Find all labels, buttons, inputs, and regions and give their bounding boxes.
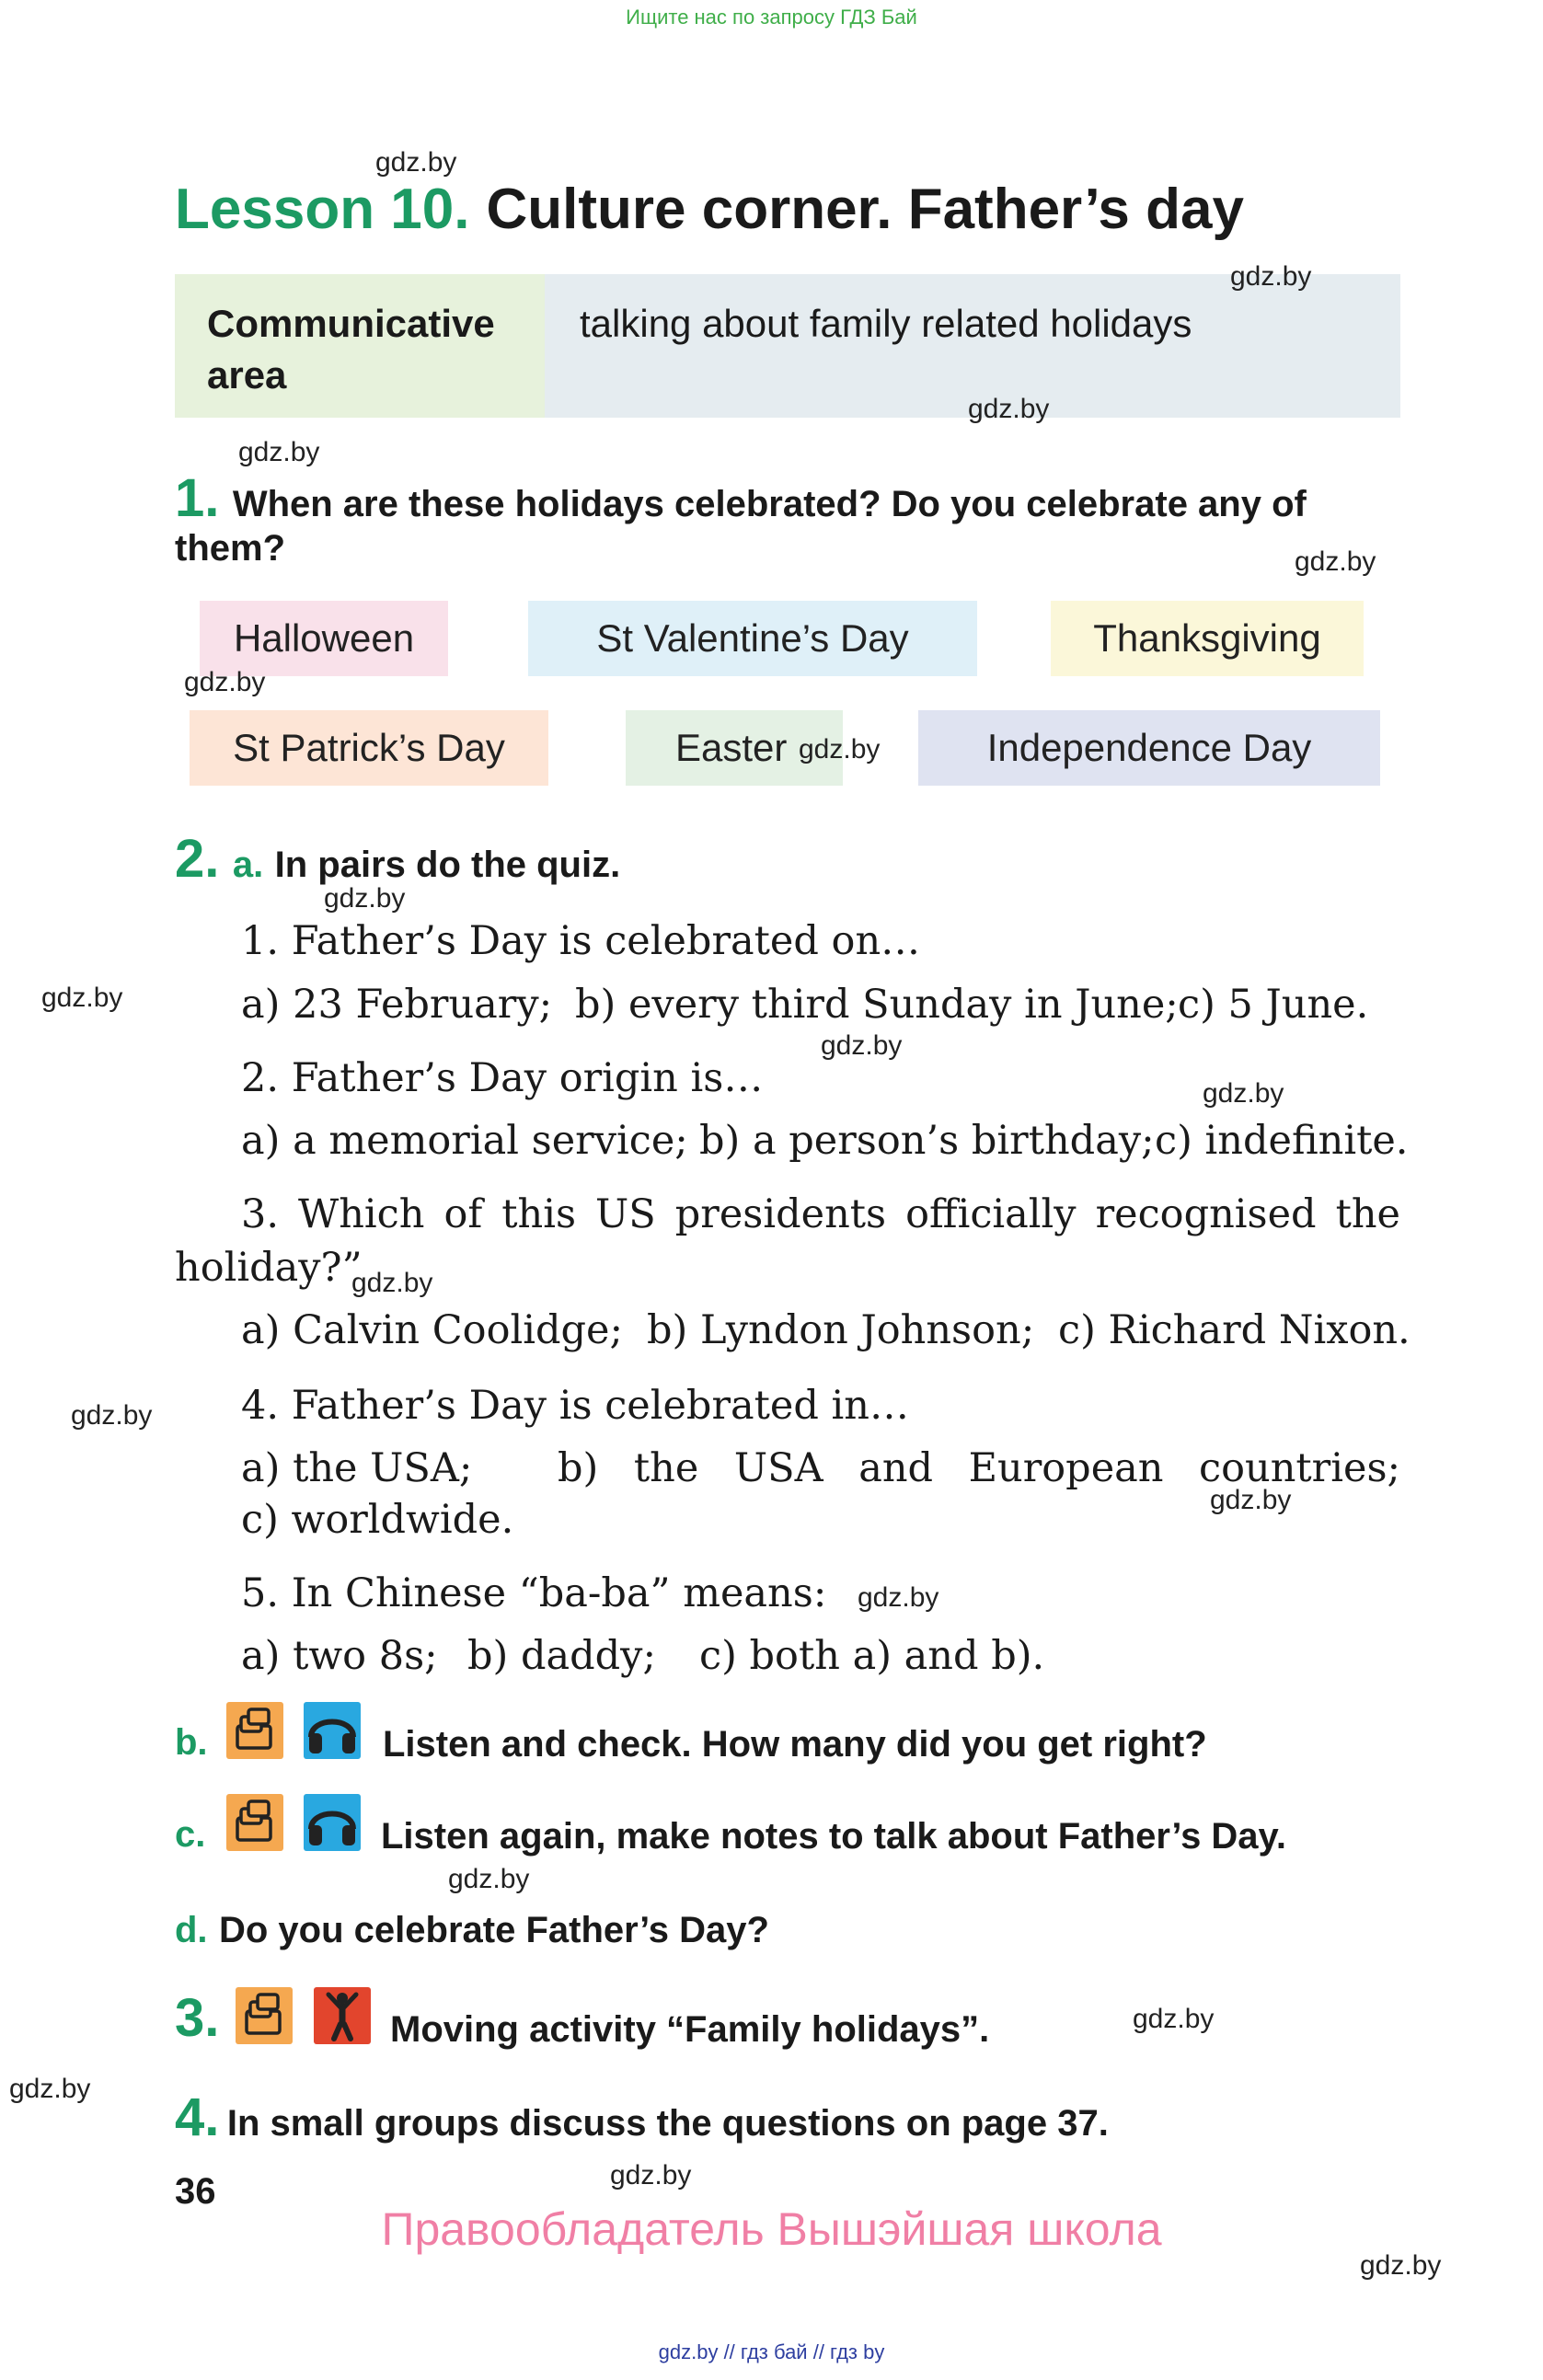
- quiz-q4-option-c: c) worldwide.: [241, 1497, 514, 1543]
- watermark: gdz.by: [1203, 1078, 1284, 1109]
- watermark: gdz.by: [799, 734, 881, 765]
- exercise-3-text: Moving activity “Family holidays”.: [390, 2009, 990, 2050]
- holiday-tag-st-patricks-day: St Patrick’s Day: [190, 710, 548, 786]
- quiz-q3-option-a: a) Calvin Coolidge;: [241, 1307, 623, 1353]
- quiz-q3-option-c: c) Richard Nixon.: [1058, 1307, 1411, 1353]
- watermark: gdz.by: [184, 667, 266, 697]
- exercise-1-line1: [175, 467, 1307, 529]
- quiz-q1-option-b: b) every third Sunday in June;: [575, 982, 1179, 1028]
- headphones-icon[interactable]: [304, 1702, 361, 1759]
- watermark: gdz.by: [71, 1400, 153, 1431]
- quiz-q4-option-b: b) the USA and European countries;: [558, 1445, 1400, 1491]
- exercise-2c-text: Listen again, make notes to talk about Father’s Day.: [381, 1816, 1286, 1857]
- watermark: gdz.by: [858, 1582, 939, 1613]
- lesson-number: Lesson 10.: [175, 178, 470, 241]
- exercise-2a-text: In pairs do the quiz.: [274, 845, 621, 885]
- quiz-q1-option-a: a) 23 February;: [241, 982, 553, 1028]
- quiz-question-4: 4. Father’s Day is celebrated in…: [241, 1383, 910, 1429]
- exercise-4-text: In small groups discuss the questions on page 37.: [226, 2103, 1109, 2144]
- communicative-area-box: [175, 274, 1400, 418]
- page-number: 36: [175, 2171, 216, 2212]
- watermark: gdz.by: [1133, 2004, 1215, 2034]
- quiz-q1-option-c: c) 5 June.: [1178, 982, 1369, 1028]
- watermark: gdz.by: [1360, 2250, 1442, 2281]
- communicative-area-text: talking about family related holidays: [580, 302, 1192, 345]
- quiz-question-2: 2. Father’s Day origin is…: [241, 1055, 764, 1101]
- holiday-tag-easter: Easter: [626, 710, 843, 786]
- lesson-name: Culture corner. Father’s day: [486, 178, 1244, 241]
- watermark: gdz.by: [324, 883, 406, 914]
- quiz-q2-option-b: b) a person’s birthday;: [699, 1118, 1155, 1164]
- watermark: gdz.by: [1210, 1485, 1292, 1515]
- watermark: gdz.by: [821, 1030, 903, 1061]
- exercise-4: [175, 2087, 1109, 2148]
- lesson-title: [175, 177, 1244, 242]
- watermark: gdz.by: [41, 983, 123, 1013]
- exercise-2d-letter: d.: [175, 1910, 208, 1950]
- quiz-q4-option-a: a) the USA;: [241, 1445, 473, 1491]
- headphones-icon[interactable]: [304, 1794, 361, 1851]
- exercise-1-line2: them?: [175, 528, 285, 569]
- holiday-tag-st-valentines-day: St Valentine’s Day: [528, 601, 977, 676]
- quiz-question-3-line1: 3. Which of this US presidents officially recognised the: [241, 1191, 1400, 1237]
- exercise-2d-text: Do you celebrate Father’s Day?: [219, 1910, 769, 1950]
- exercise-2b-text: Listen and check. How many did you get right?: [383, 1724, 1207, 1765]
- watermark: gdz.by: [968, 394, 1050, 424]
- quiz-q3-option-b: b) Lyndon Johnson;: [647, 1307, 1035, 1353]
- copyright-notice: Правообладатель Вышэйшая школа: [381, 2203, 1162, 2255]
- watermark: gdz.by: [610, 2160, 692, 2190]
- watermark: gdz.by: [1295, 546, 1376, 577]
- exercise-2c-letter: c.: [175, 1814, 206, 1855]
- communicative-area-label: Communicative area: [207, 302, 495, 397]
- communicative-area-label-cell: [175, 274, 545, 418]
- quiz-q5-option-b: b) daddy;: [467, 1633, 656, 1679]
- quiz-q2-option-c: c) indefinite.: [1155, 1118, 1409, 1164]
- group-work-icon: [226, 1794, 283, 1851]
- quiz-question-5: 5. In Chinese “ba-ba” means:: [241, 1570, 827, 1616]
- exercise-2a-letter: a.: [232, 845, 264, 885]
- watermark: gdz.by: [1230, 261, 1312, 292]
- quiz-q2-option-a: a) a memorial service;: [241, 1118, 688, 1164]
- exercise-2-heading: [175, 828, 620, 890]
- quiz-question-3-line2: holiday?”: [175, 1245, 363, 1291]
- watermark: gdz.by: [351, 1268, 433, 1298]
- holiday-tag-thanksgiving: Thanksgiving: [1051, 601, 1364, 676]
- holiday-tag-independence-day: Independence Day: [918, 710, 1380, 786]
- holiday-tag-halloween: Halloween: [200, 601, 448, 676]
- exercise-2-number: 2.: [175, 829, 220, 889]
- quiz-question-1: 1. Father’s Day is celebrated on…: [241, 918, 921, 964]
- moving-person-icon: [314, 1987, 371, 2044]
- exercise-1-number: 1.: [175, 468, 220, 528]
- quiz-q5-option-a: a) two 8s;: [241, 1633, 438, 1679]
- top-banner[interactable]: Ищите нас по запросу ГДЗ Бай: [626, 6, 917, 29]
- exercise-3-number: 3.: [175, 1988, 220, 2048]
- group-work-icon: [236, 1987, 293, 2044]
- watermark: gdz.by: [9, 2074, 91, 2104]
- watermark: gdz.by: [375, 147, 457, 178]
- exercise-2d: [175, 1906, 769, 1954]
- exercise-1-text: When are these holidays celebrated? Do you celebrate any of: [232, 484, 1307, 524]
- watermark: gdz.by: [238, 437, 320, 467]
- quiz-q5-option-c: c) both a) and b).: [699, 1633, 1045, 1679]
- group-work-icon: [226, 1702, 283, 1759]
- bottom-banner[interactable]: gdz.by // гдз бай // гдз by: [658, 2340, 885, 2363]
- exercise-4-number: 4.: [175, 2087, 220, 2147]
- watermark: gdz.by: [448, 1864, 530, 1894]
- exercise-2b-letter: b.: [175, 1722, 208, 1763]
